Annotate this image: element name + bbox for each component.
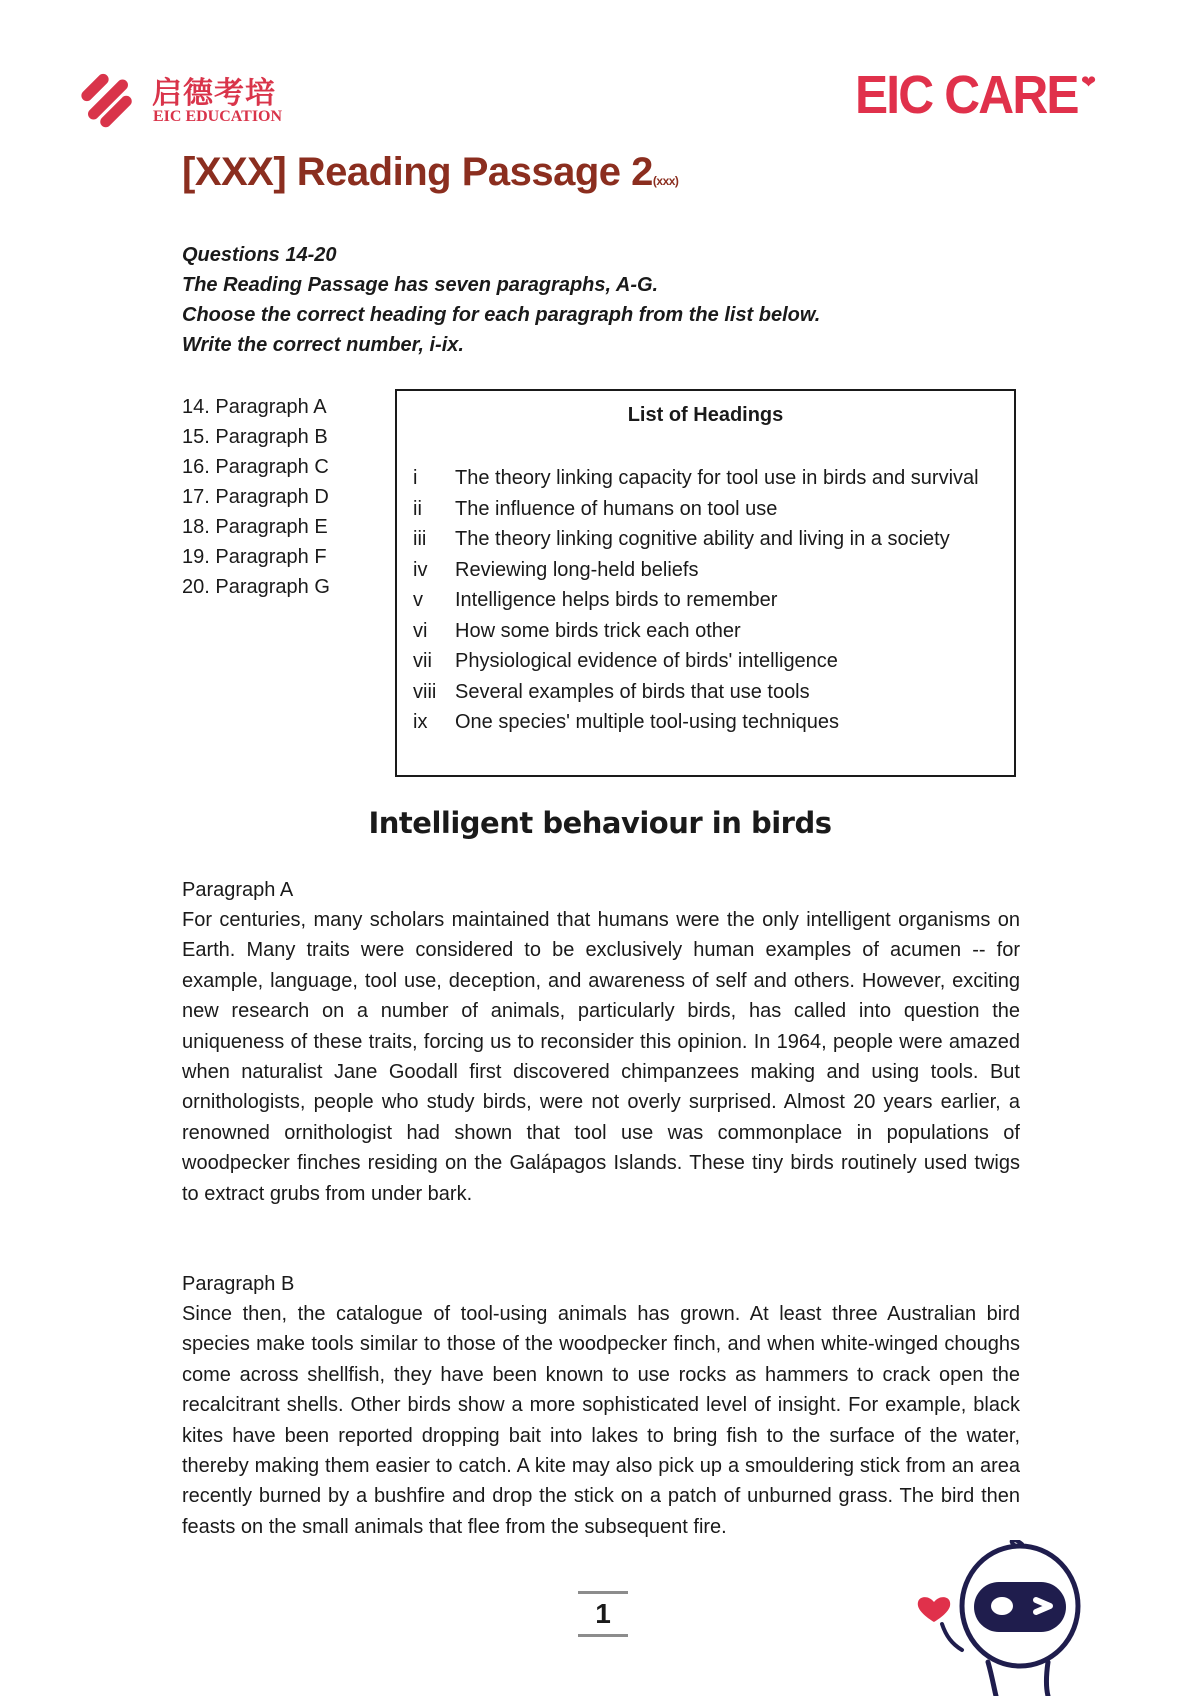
- paragraph-b-label: Paragraph B: [182, 1273, 295, 1295]
- instruction-line: Write the correct number, i-ix.: [182, 334, 464, 356]
- question-item: 15. Paragraph B: [182, 426, 328, 448]
- mascot-heart-icon: [918, 1597, 950, 1622]
- heading-text: Reviewing long-held beliefs: [455, 558, 699, 581]
- heading-text: The influence of humans on tool use: [455, 497, 778, 520]
- heading-number: iii: [413, 528, 427, 550]
- headings-box-title: List of Headings: [627, 404, 784, 426]
- page-number: 1: [595, 1598, 611, 1629]
- heading-item: [413, 677, 998, 708]
- paragraph-a-label: Paragraph A: [182, 879, 294, 901]
- heading-number: ix: [413, 711, 428, 733]
- heading-item: [413, 524, 998, 555]
- paragraph-b-text: Since then, the catalogue of tool-using animals has grown. At least three Australian bird species make tools similar to those of the woodpecker finch, and when white-winged choughs come across shellfish, they have been known to use rocks as hammers to crack open the recalcitrant shells. Other birds show a more sophisticated level of insight. For example, black kites have been reported dropping bait into lakes to bring fish to the surface of the water, thereby making them easier to catch. A kite may also pick up a smouldering stick from an area recently burned by a bushfire and drop the stick on a patch of unburned grass. The bird then feasts on the small animals that flee from the subsequent fire.: [182, 1303, 1020, 1538]
- eic-care-text: EIC CARE: [855, 65, 1078, 125]
- heading-text: Several examples of birds that use tools: [455, 680, 810, 703]
- page-number-footer: [578, 1591, 628, 1637]
- question-item: 20. Paragraph G: [182, 576, 330, 598]
- heading-number: v: [413, 589, 423, 611]
- page-number-bottom-rule: [578, 1634, 628, 1637]
- heading-number: iv: [413, 558, 428, 581]
- heading-item: [413, 707, 998, 738]
- heading-text: Physiological evidence of birds' intelligence: [455, 650, 838, 672]
- heading-item: [413, 463, 998, 494]
- heading-text: The theory linking capacity for tool use in birds and survival: [455, 467, 979, 489]
- heading-item: [413, 585, 998, 616]
- question-list: [182, 392, 330, 602]
- logo-english-text: EIC EDUCATION: [153, 108, 283, 125]
- eic-education-logo: [76, 64, 296, 134]
- question-item: 17. Paragraph D: [182, 486, 329, 508]
- heading-text: One species' multiple tool-using techniques: [455, 711, 840, 733]
- heading-number: viii: [413, 680, 437, 703]
- question-item: 14. Paragraph A: [182, 396, 327, 418]
- list-of-headings-box: [395, 389, 1016, 777]
- page-title: [182, 150, 678, 195]
- instruction-line: The Reading Passage has seven paragraphs, A-G.: [182, 274, 659, 296]
- heading-item: [413, 616, 998, 647]
- instruction-line: Questions 14-20: [182, 244, 337, 266]
- heading-item: [413, 494, 998, 525]
- instructions: [182, 240, 820, 360]
- paragraph-a-text: For centuries, many scholars maintained that humans were the only intelligent organisms on Earth. Many traits were considered to be exclusively human examples of acumen -- for example, language, tool use, deception, and awareness of self and others. However, exciting new research on a number of animals, particularly birds, has called into question the uniqueness of these traits, forcing us to reconsider this opinion. In 1964, people were amazed when naturalist Jane Goodall first discovered chimpanzees making and using tools. But ornithologists, people who study birds, were not overly surprised. Almost 20 years earlier, a renowned ornithologist had shown that tool use was commonplace in populations of woodpecker finches residing on the Galápagos Islands. These tiny birds routinely used twigs to extract grubs from under bark.: [182, 909, 1020, 1205]
- heading-number: i: [413, 467, 418, 489]
- logo-chinese-text: 启德考培: [152, 76, 276, 111]
- question-item: 16. Paragraph C: [182, 456, 329, 478]
- title-suffix: (xxx): [652, 174, 679, 188]
- instruction-line: Choose the correct heading for each paragraph from the list below.: [182, 304, 821, 326]
- heading-text: How some birds trick each other: [455, 619, 741, 642]
- heading-item: [413, 646, 998, 677]
- heading-number: ii: [413, 497, 422, 520]
- heading-number: vi: [413, 619, 428, 642]
- eic-care-logo: [855, 64, 1097, 124]
- heart-icon: ❤: [1081, 72, 1097, 92]
- question-item: 19. Paragraph F: [182, 546, 327, 568]
- question-item: 18. Paragraph E: [182, 516, 328, 538]
- heading-number: vii: [413, 650, 432, 672]
- headings-list: [413, 463, 998, 738]
- heading-text: Intelligence helps birds to remember: [455, 589, 778, 611]
- mascot-robot-icon: [912, 1540, 1082, 1696]
- eic-logo-mark-icon: [76, 66, 140, 130]
- passage-title: Intelligent behaviour in birds: [368, 806, 832, 840]
- title-main: [XXX] Reading Passage 2: [182, 150, 653, 194]
- heading-item: [413, 555, 998, 586]
- heading-text: The theory linking cognitive ability and living in a society: [455, 528, 950, 550]
